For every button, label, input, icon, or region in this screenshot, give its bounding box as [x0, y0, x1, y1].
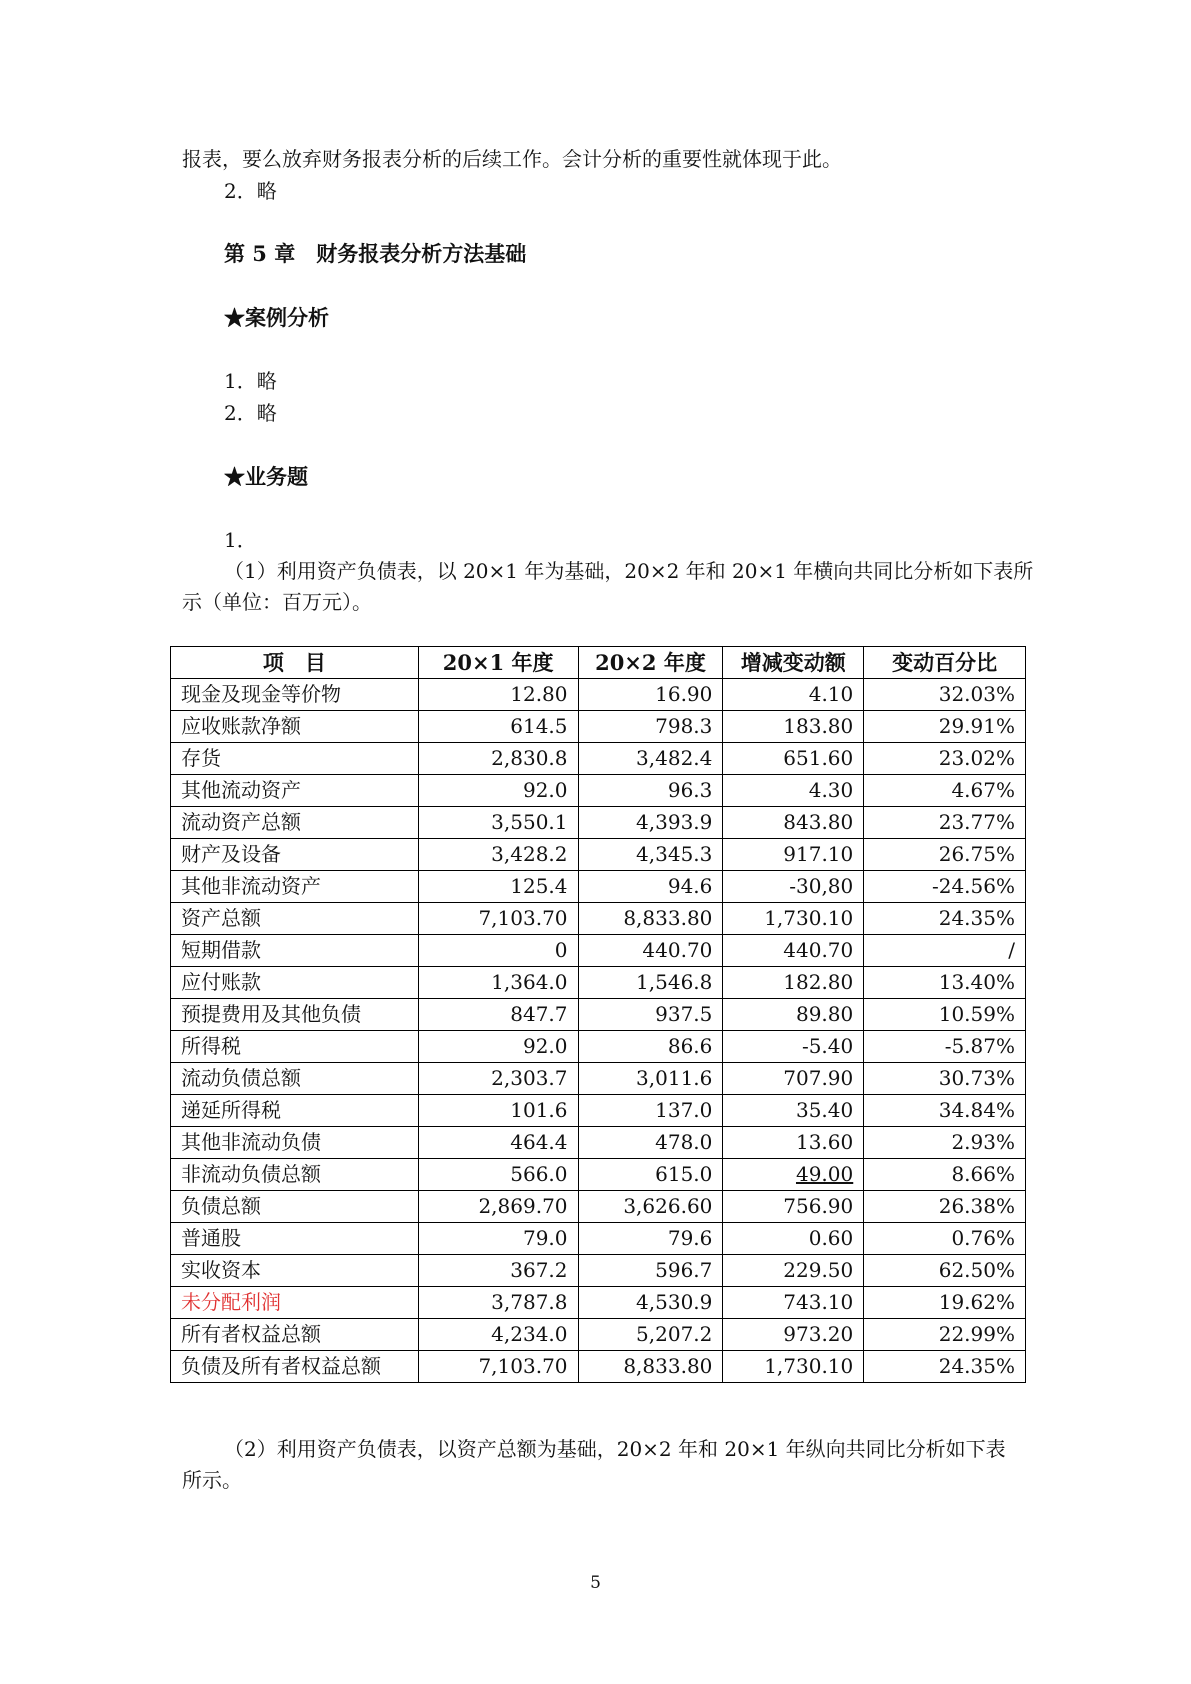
change-percent: 23.77% — [864, 807, 1026, 839]
change-amount: 707.90 — [723, 1063, 864, 1095]
value-year2: 3,011.6 — [578, 1063, 723, 1095]
value-year2: 478.0 — [578, 1127, 723, 1159]
row-item-name: 资产总额 — [171, 903, 419, 935]
change-percent: 4.67% — [864, 775, 1026, 807]
table-row — [171, 711, 1026, 743]
value-year2: 137.0 — [578, 1095, 723, 1127]
change-percent: 2.93% — [864, 1127, 1026, 1159]
change-percent: 24.35% — [864, 1351, 1026, 1383]
row-item-name: 应付账款 — [171, 967, 419, 999]
change-percent: 30.73% — [864, 1063, 1026, 1095]
table-row — [171, 1159, 1026, 1191]
table-row — [171, 775, 1026, 807]
change-amount: 0.60 — [723, 1223, 864, 1255]
change-percent: / — [864, 935, 1026, 967]
value-year1: 367.2 — [418, 1255, 578, 1287]
change-percent: 0.76% — [864, 1223, 1026, 1255]
value-year1: 101.6 — [418, 1095, 578, 1127]
value-year1: 79.0 — [418, 1223, 578, 1255]
value-year2: 798.3 — [578, 711, 723, 743]
value-year2: 1,546.8 — [578, 967, 723, 999]
table-row — [171, 1095, 1026, 1127]
value-year2: 4,393.9 — [578, 807, 723, 839]
change-percent: 26.38% — [864, 1191, 1026, 1223]
row-item-name: 递延所得税 — [171, 1095, 419, 1127]
change-amount: 13.60 — [723, 1127, 864, 1159]
row-item-name: 预提费用及其他负债 — [171, 999, 419, 1031]
change-amount: 4.10 — [723, 679, 864, 711]
change-percent: 10.59% — [864, 999, 1026, 1031]
row-item-name: 负债及所有者权益总额 — [171, 1351, 419, 1383]
change-amount: -30,80 — [723, 871, 864, 903]
change-amount: 229.50 — [723, 1255, 864, 1287]
change-percent: 8.66% — [864, 1159, 1026, 1191]
value-year1: 2,869.70 — [418, 1191, 578, 1223]
value-year2: 96.3 — [578, 775, 723, 807]
value-year1: 566.0 — [418, 1159, 578, 1191]
value-year2: 3,626.60 — [578, 1191, 723, 1223]
value-year1: 0 — [418, 935, 578, 967]
header-item: 项 目 — [171, 647, 419, 679]
value-year2: 16.90 — [578, 679, 723, 711]
table-row — [171, 967, 1026, 999]
change-amount: 89.80 — [723, 999, 864, 1031]
row-item-name: 普通股 — [171, 1223, 419, 1255]
header-change-percent: 变动百分比 — [864, 647, 1026, 679]
value-year2: 596.7 — [578, 1255, 723, 1287]
case-heading: ★案例分析 — [224, 305, 329, 330]
change-percent: 29.91% — [864, 711, 1026, 743]
row-item-name: 其他流动资产 — [171, 775, 419, 807]
change-amount: 1,730.10 — [723, 1351, 864, 1383]
change-amount: 973.20 — [723, 1319, 864, 1351]
table-header-row — [171, 647, 1026, 679]
change-percent: 24.35% — [864, 903, 1026, 935]
change-percent: -5.87% — [864, 1031, 1026, 1063]
value-year1: 3,428.2 — [418, 839, 578, 871]
value-year2: 5,207.2 — [578, 1319, 723, 1351]
table-row — [171, 679, 1026, 711]
change-amount: 35.40 — [723, 1095, 864, 1127]
change-amount: 440.70 — [723, 935, 864, 967]
row-item-name: 短期借款 — [171, 935, 419, 967]
value-year2: 440.70 — [578, 935, 723, 967]
value-year1: 7,103.70 — [418, 903, 578, 935]
change-amount: 183.80 — [723, 711, 864, 743]
value-year1: 2,303.7 — [418, 1063, 578, 1095]
table-row — [171, 839, 1026, 871]
row-item-name: 未分配利润 — [171, 1287, 419, 1319]
row-item-name: 实收资本 — [171, 1255, 419, 1287]
part1-text-line1: （1）利用资产负债表，以 20×1 年为基础，20×2 年和 20×1 年横向共同比分析如下表所 — [224, 559, 1034, 583]
table-row — [171, 1319, 1026, 1351]
table-row — [171, 1191, 1026, 1223]
change-percent: 62.50% — [864, 1255, 1026, 1287]
table-row — [171, 743, 1026, 775]
table-row — [171, 871, 1026, 903]
value-year2: 8,833.80 — [578, 1351, 723, 1383]
value-year1: 92.0 — [418, 775, 578, 807]
value-year2: 86.6 — [578, 1031, 723, 1063]
row-item-name: 现金及现金等价物 — [171, 679, 419, 711]
value-year1: 2,830.8 — [418, 743, 578, 775]
row-item-name: 所有者权益总额 — [171, 1319, 419, 1351]
value-year2: 937.5 — [578, 999, 723, 1031]
row-item-name: 流动负债总额 — [171, 1063, 419, 1095]
change-amount: 743.10 — [723, 1287, 864, 1319]
row-item-name: 流动资产总额 — [171, 807, 419, 839]
row-item-name: 财产及设备 — [171, 839, 419, 871]
change-amount: -5.40 — [723, 1031, 864, 1063]
table-row — [171, 1287, 1026, 1319]
value-year1: 847.7 — [418, 999, 578, 1031]
change-percent: 22.99% — [864, 1319, 1026, 1351]
intro-line: 报表，要么放弃财务报表分析的后续工作。会计分析的重要性就体现于此。 — [182, 147, 842, 171]
chapter-title: 第 5 章 财务报表分析方法基础 — [224, 241, 527, 266]
change-percent: 26.75% — [864, 839, 1026, 871]
change-percent: 13.40% — [864, 967, 1026, 999]
change-percent: 32.03% — [864, 679, 1026, 711]
value-year2: 79.6 — [578, 1223, 723, 1255]
value-year1: 464.4 — [418, 1127, 578, 1159]
table-row — [171, 1063, 1026, 1095]
change-percent: -24.56% — [864, 871, 1026, 903]
change-percent: 23.02% — [864, 743, 1026, 775]
value-year2: 3,482.4 — [578, 743, 723, 775]
table-row — [171, 1223, 1026, 1255]
part1-text-line2: 示（单位：百万元）。 — [182, 590, 372, 614]
row-item-name: 所得税 — [171, 1031, 419, 1063]
header-year2: 20×2 年度 — [578, 647, 723, 679]
value-year1: 12.80 — [418, 679, 578, 711]
row-item-name: 负债总额 — [171, 1191, 419, 1223]
horizontal-analysis-table — [170, 646, 1026, 1383]
table-row — [171, 1351, 1026, 1383]
case-item: 2．略 — [224, 401, 277, 425]
value-year1: 4,234.0 — [418, 1319, 578, 1351]
value-year1: 125.4 — [418, 871, 578, 903]
value-year2: 615.0 — [578, 1159, 723, 1191]
part2-text-line1: （2）利用资产负债表，以资产总额为基础，20×2 年和 20×1 年纵向共同比分析如下表 — [224, 1437, 1006, 1461]
value-year1: 614.5 — [418, 711, 578, 743]
change-percent: 34.84% — [864, 1095, 1026, 1127]
row-item-name: 其他非流动资产 — [171, 871, 419, 903]
part2-text-line2: 所示。 — [182, 1468, 242, 1492]
value-year2: 4,345.3 — [578, 839, 723, 871]
change-amount: 843.80 — [723, 807, 864, 839]
change-amount: 4.30 — [723, 775, 864, 807]
header-year1: 20×1 年度 — [418, 647, 578, 679]
value-year2: 4,530.9 — [578, 1287, 723, 1319]
change-amount: 49.00 — [723, 1159, 864, 1191]
table-row — [171, 999, 1026, 1031]
row-item-name: 应收账款净额 — [171, 711, 419, 743]
change-amount: 651.60 — [723, 743, 864, 775]
value-year1: 3,787.8 — [418, 1287, 578, 1319]
business-number: 1． — [224, 528, 257, 552]
change-amount: 182.80 — [723, 967, 864, 999]
value-year1: 7,103.70 — [418, 1351, 578, 1383]
table-row — [171, 1127, 1026, 1159]
row-item-name: 存货 — [171, 743, 419, 775]
page-number: 5 — [590, 1573, 601, 1593]
case-item: 1．略 — [224, 369, 277, 393]
header-change-amount: 增减变动额 — [723, 647, 864, 679]
business-heading: ★业务题 — [224, 464, 308, 489]
table-row — [171, 903, 1026, 935]
table-row — [171, 1255, 1026, 1287]
change-amount: 756.90 — [723, 1191, 864, 1223]
value-year1: 1,364.0 — [418, 967, 578, 999]
intro-item: 2．略 — [224, 179, 277, 203]
table-row — [171, 807, 1026, 839]
change-amount: 917.10 — [723, 839, 864, 871]
row-item-name: 其他非流动负债 — [171, 1127, 419, 1159]
value-year1: 3,550.1 — [418, 807, 578, 839]
value-year2: 94.6 — [578, 871, 723, 903]
change-amount: 1,730.10 — [723, 903, 864, 935]
change-percent: 19.62% — [864, 1287, 1026, 1319]
value-year2: 8,833.80 — [578, 903, 723, 935]
value-year1: 92.0 — [418, 1031, 578, 1063]
table-row — [171, 935, 1026, 967]
row-item-name: 非流动负债总额 — [171, 1159, 419, 1191]
table-row — [171, 1031, 1026, 1063]
